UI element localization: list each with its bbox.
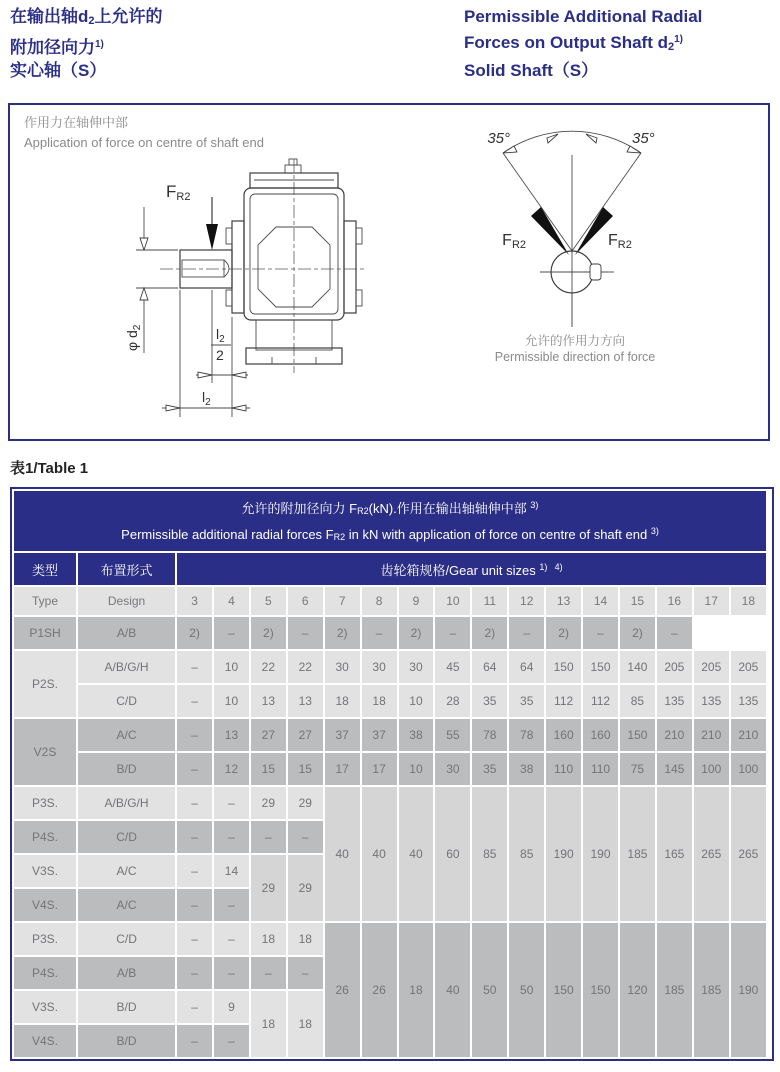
value-cell: 205 [694,651,729,683]
value-cell: 37 [325,719,360,751]
value-cell: 40 [362,787,397,921]
size-col-header: 11 [472,587,507,615]
value-cell: 100 [694,753,729,785]
value-cell: – [214,957,249,989]
value-cell: 35 [509,685,544,717]
value-cell: 150 [583,923,618,1057]
value-cell: 30 [435,753,470,785]
table-main-header [14,491,766,551]
title-en-line2: Forces on Output Shaft $d_2^{1)}$ [464,33,684,53]
angle-label-left: 35° [487,130,510,147]
value-cell: – [214,923,249,955]
value-cell: – [177,753,212,785]
value-cell: – [251,821,286,853]
value-cell: – [177,787,212,819]
value-cell: 15 [288,753,323,785]
value-cell: – [288,957,323,989]
value-cell: 40 [399,787,434,921]
value-cell: 2) [251,617,286,649]
value-cell: – [251,957,286,989]
value-cell: 35 [472,753,507,785]
value-cell: 185 [694,923,729,1057]
col-header-type-zh: 类型 [14,553,76,585]
value-cell: 40 [435,923,470,1057]
dim-l2: $l_2$ [202,389,211,408]
value-cell: – [177,991,212,1023]
value-cell: 18 [251,923,286,955]
value-cell: 150 [546,651,581,683]
table-row [14,685,766,717]
value-cell: 29 [251,855,286,921]
table-header-zh: 允许的附加径向力 $F_{R2}(kN)$.作用在输出轴轴伸中部 $^{3)}$ [241,500,539,516]
value-cell: – [177,923,212,955]
value-cell: – [214,821,249,853]
design-cell: A/B [78,957,175,989]
value-cell: – [214,1025,249,1057]
table-row [14,617,766,649]
value-cell: – [435,617,470,649]
design-cell: B/D [78,991,175,1023]
value-cell: 160 [546,719,581,751]
title-en-line3: Solid Shaft（S） [464,61,599,80]
value-cell: 135 [731,685,766,717]
value-cell: 22 [251,651,286,683]
design-cell: A/B/G/H [78,787,175,819]
design-cell: A/C [78,889,175,921]
value-cell: 30 [399,651,434,683]
value-cell: 85 [620,685,655,717]
value-cell: – [583,617,618,649]
design-cell: A/B [78,617,175,649]
value-cell: 78 [509,719,544,751]
value-cell: 37 [362,719,397,751]
value-cell: 10 [399,685,434,717]
value-cell: 13 [288,685,323,717]
page-title-en [464,5,702,82]
value-cell: 38 [399,719,434,751]
value-cell: – [214,787,249,819]
value-cell: 135 [657,685,692,717]
value-cell: 190 [546,787,581,921]
type-cell: P2S. [14,651,76,717]
type-cell: P3S. [14,787,76,819]
value-cell: 210 [731,719,766,751]
value-cell: 75 [620,753,655,785]
value-cell: – [177,719,212,751]
design-cell: A/C [78,855,175,887]
value-cell: 2) [177,617,212,649]
value-cell: – [288,821,323,853]
value-cell: 210 [694,719,729,751]
value-cell: 29 [288,787,323,819]
value-cell: 9 [214,991,249,1023]
panel-caption-en: Application of force on centre of shaft end [24,135,264,150]
size-col-header: 10 [435,587,470,615]
force-label-left-drawing: FR2 [166,182,191,203]
table-row [14,787,766,819]
title-zh-line2: 附加径向力$^{1)}$ [10,38,104,57]
value-cell: 12 [214,753,249,785]
value-cell: 17 [362,753,397,785]
design-cell: A/C [78,719,175,751]
value-cell: 112 [583,685,618,717]
type-cell: V4S. [14,889,76,921]
value-cell: 135 [694,685,729,717]
value-cell: 110 [583,753,618,785]
value-cell: – [177,651,212,683]
value-cell: – [177,685,212,717]
value-cell: 2) [620,617,655,649]
value-cell: 18 [251,991,286,1057]
value-cell: 160 [583,719,618,751]
value-cell: 35 [472,685,507,717]
type-cell: P1SH [14,617,76,649]
size-col-header: 9 [399,587,434,615]
value-cell: – [177,1025,212,1057]
value-cell: 29 [251,787,286,819]
table-row [14,923,766,955]
direction-caption-en: Permissible direction of force [494,350,656,364]
value-cell: 18 [288,923,323,955]
value-cell: 150 [583,651,618,683]
value-cell: 165 [657,787,692,921]
angle-label-right: 35° [632,130,655,147]
value-cell: 190 [583,787,618,921]
value-cell: – [362,617,397,649]
design-cell: B/D [78,753,175,785]
value-cell: 17 [325,753,360,785]
value-cell: 28 [435,685,470,717]
page-title-zh [10,5,163,82]
value-cell: 50 [509,923,544,1057]
value-cell: 2) [472,617,507,649]
value-cell: – [214,617,249,649]
size-col-header: 4 [214,587,249,615]
title-en-line1: Permissible Additional Radial [464,7,703,26]
design-cell: C/D [78,923,175,955]
value-cell: 45 [435,651,470,683]
col-header-type-en: Type [14,587,76,615]
size-col-header: 18 [731,587,766,615]
title-zh-line1: 在输出轴$d_2$上允许的 [10,7,163,27]
value-cell: 30 [325,651,360,683]
table-header-en: Permissible additional radial forces $F_{R2}$ in kN with application of force on centre of shaft end $^{3)}$ [121,526,659,542]
value-cell: 10 [214,651,249,683]
direction-caption-zh: 允许的作用力方向 [524,334,625,348]
value-cell: 150 [620,719,655,751]
value-cell: 18 [288,991,323,1057]
dim-phi-d2: φ $d_2$ [124,324,143,351]
value-cell: 205 [731,651,766,683]
design-cell: C/D [78,685,175,717]
value-cell: 150 [546,923,581,1057]
dim-l2-half [211,326,231,363]
value-cell: – [177,821,212,853]
size-col-header: 16 [657,587,692,615]
table-row [14,651,766,683]
type-cell: P3S. [14,923,76,955]
table-row [14,753,766,785]
svg-text:l2: $l_2$ [216,326,225,345]
value-cell: – [288,617,323,649]
type-cell: V4S. [14,1025,76,1057]
value-cell: 50 [472,923,507,1057]
value-cell: – [177,855,212,887]
value-cell: 40 [325,787,360,921]
value-cell: 205 [657,651,692,683]
value-cell: 190 [731,923,766,1057]
value-cell: 140 [620,651,655,683]
value-cell: 18 [325,685,360,717]
value-cell: 64 [472,651,507,683]
design-cell: B/D [78,1025,175,1057]
type-cell: P4S. [14,821,76,853]
value-cell: 26 [325,923,360,1057]
size-col-header: 6 [288,587,323,615]
size-col-header: 12 [509,587,544,615]
col-header-design-zh: 布置形式 [78,553,175,585]
design-cell: C/D [78,821,175,853]
size-col-header: 17 [694,587,729,615]
value-cell: 85 [472,787,507,921]
value-cell: 22 [288,651,323,683]
value-cell: – [177,889,212,921]
value-cell: 27 [288,719,323,751]
value-cell: 60 [435,787,470,921]
value-cell: 110 [546,753,581,785]
forces-table [12,489,768,1059]
type-cell: V2S [14,719,76,785]
value-cell: 18 [399,923,434,1057]
value-cell: – [214,889,249,921]
value-cell: – [177,957,212,989]
value-cell: 100 [731,753,766,785]
size-col-header: 15 [620,587,655,615]
value-cell: 112 [546,685,581,717]
title-zh-line3: 实心轴（S） [10,61,107,80]
value-cell: 2) [399,617,434,649]
col-header-sizes: 齿轮箱规格/Gear unit sizes $^{1)}$ $^{4)}$ [177,553,766,585]
value-cell: 185 [620,787,655,921]
svg-text:2: 2 [216,347,224,363]
value-cell: 27 [251,719,286,751]
value-cell: 10 [214,685,249,717]
value-cell: 30 [362,651,397,683]
gearbox-side-view [124,159,364,417]
value-cell: 15 [251,753,286,785]
value-cell: 29 [288,855,323,921]
value-cell: 210 [657,719,692,751]
value-cell: – [509,617,544,649]
forces-table-wrap [10,487,774,1061]
size-col-header: 3 [177,587,212,615]
type-cell: P4S. [14,957,76,989]
value-cell: 2) [325,617,360,649]
design-cell: A/B/G/H [78,651,175,683]
col-header-design-en: Design [78,587,175,615]
drawing-panel [8,103,770,441]
value-cell: 145 [657,753,692,785]
size-col-header: 14 [583,587,618,615]
value-cell: 78 [472,719,507,751]
size-col-header: 7 [325,587,360,615]
value-cell: 13 [251,685,286,717]
value-cell: 18 [362,685,397,717]
value-cell: 55 [435,719,470,751]
direction-caption [435,333,715,365]
value-cell: 185 [657,923,692,1057]
value-cell: – [657,617,692,649]
table-row [14,719,766,751]
value-cell: 13 [214,719,249,751]
value-cell: 10 [399,753,434,785]
technical-drawings [10,105,768,439]
type-cell: V3S. [14,991,76,1023]
value-cell: 38 [509,753,544,785]
value-cell: 120 [620,923,655,1057]
value-cell: 26 [362,923,397,1057]
type-cell: V3S. [14,855,76,887]
size-col-header: 8 [362,587,397,615]
force-direction-diagram [487,130,654,327]
panel-caption-zh: 作用力在轴伸中部 [24,115,129,130]
value-cell: 64 [509,651,544,683]
value-cell: 2) [546,617,581,649]
force-label-dir-right: FR2 [608,232,632,251]
value-cell: 14 [214,855,249,887]
size-col-header: 13 [546,587,581,615]
value-cell: 265 [694,787,729,921]
value-cell: 265 [731,787,766,921]
size-col-header: 5 [251,587,286,615]
force-label-dir-left: FR2 [502,232,526,251]
value-cell: 85 [509,787,544,921]
table-label: 表1/Table 1 [10,460,89,477]
